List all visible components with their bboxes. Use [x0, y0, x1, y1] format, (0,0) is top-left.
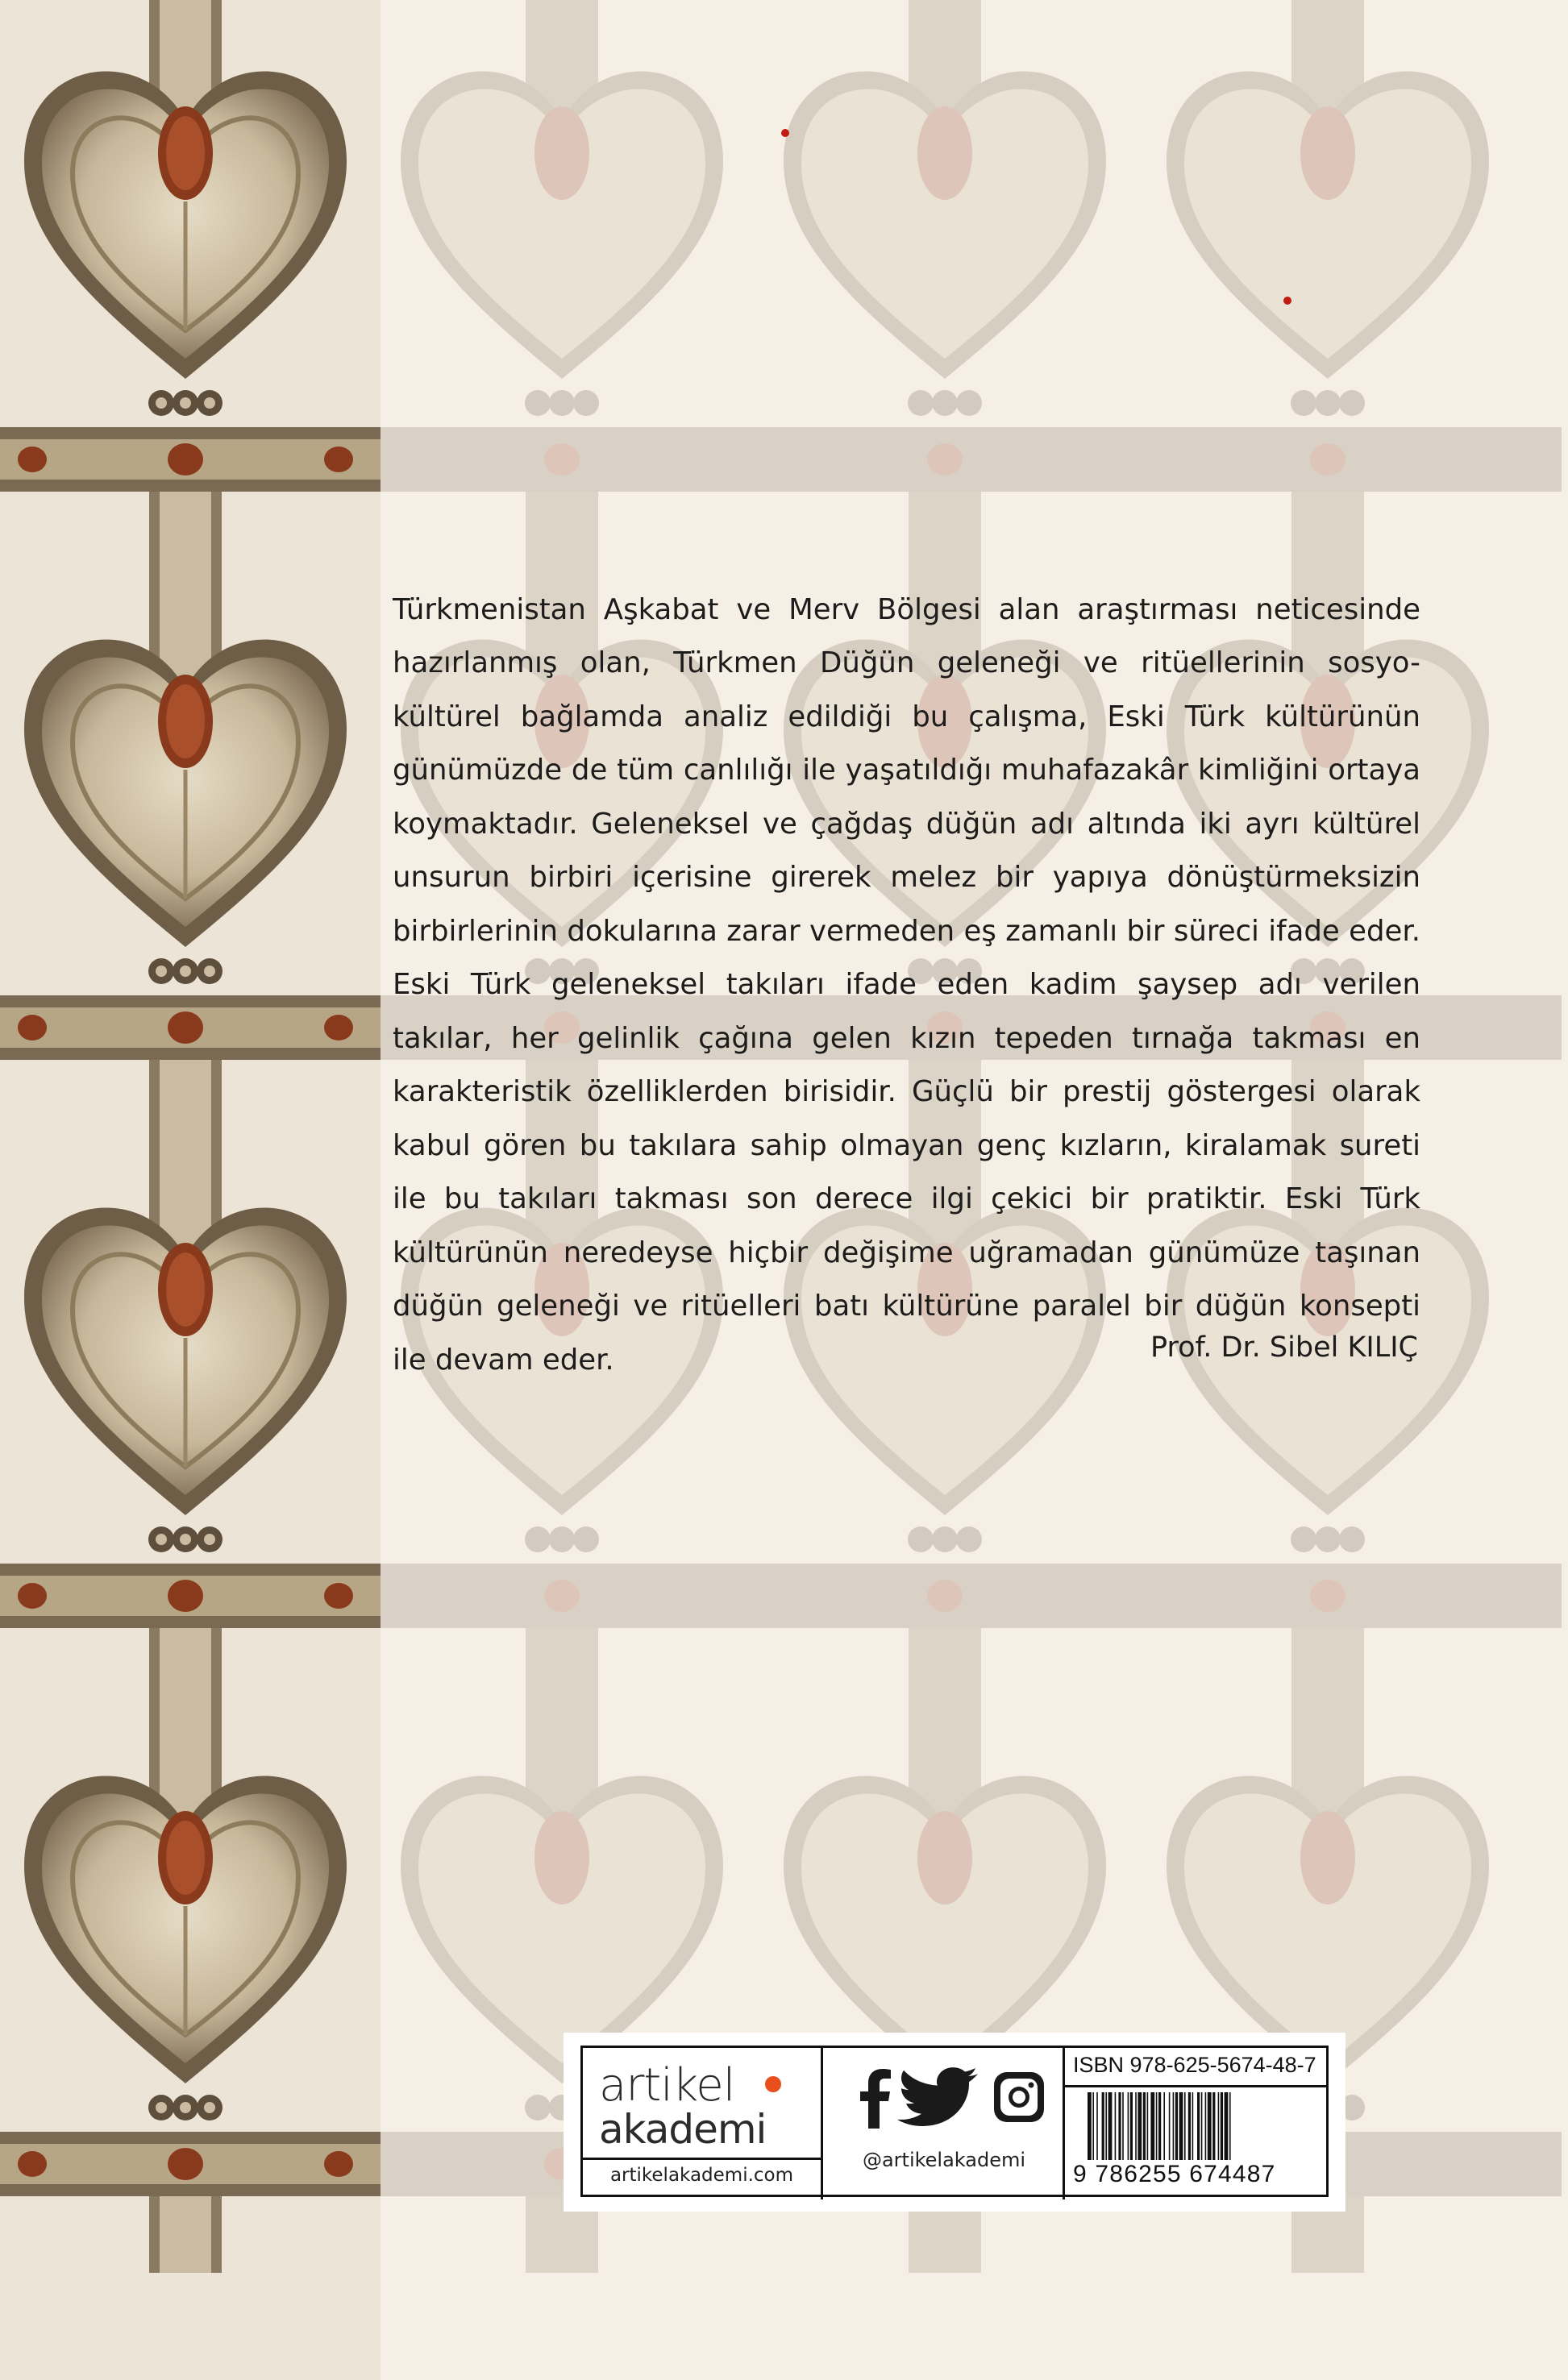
- barcode-bar: [1092, 2092, 1094, 2160]
- barcode-bar: [1184, 2092, 1186, 2160]
- publisher-logo-cell: [583, 2048, 823, 2199]
- barcode-bar: [1201, 2092, 1203, 2160]
- author-name: Prof. Dr. Sibel KILIÇ: [1150, 1331, 1418, 1364]
- barcode-bar: [1175, 2092, 1178, 2160]
- barcode-bar: [1102, 2092, 1104, 2160]
- isbn-divider: [1065, 2085, 1326, 2087]
- publisher-website[interactable]: artikelakademi.com: [609, 2165, 794, 2186]
- barcode-bar: [1138, 2092, 1142, 2160]
- barcode-bar: [1205, 2092, 1207, 2160]
- barcode-bar: [1088, 2092, 1092, 2160]
- barcode-bar: [1143, 2092, 1146, 2160]
- social-icons: [841, 2066, 1047, 2130]
- barcode-bar: [1115, 2092, 1117, 2160]
- isbn-label: ISBN 978-625-5674-48-7: [1073, 2053, 1316, 2077]
- publisher-info-box: [564, 2033, 1345, 2212]
- barcode-bar: [1208, 2092, 1212, 2160]
- info-box-frame: [580, 2046, 1329, 2197]
- logo-word-artikel: artikel: [599, 2059, 735, 2112]
- barcode-bar: [1150, 2092, 1154, 2160]
- barcode-bar: [1173, 2092, 1175, 2160]
- jewelry-pattern-image: [0, 0, 381, 2380]
- barcode-bar: [1225, 2092, 1229, 2160]
- barcode-bar: [1192, 2092, 1194, 2160]
- barcode-bar: [1169, 2092, 1171, 2160]
- cover-image-strip: [0, 0, 381, 2380]
- barcode-bar: [1163, 2092, 1165, 2160]
- decorative-red-dot: [1283, 297, 1291, 305]
- facebook-icon[interactable]: [860, 2069, 891, 2129]
- barcode-bar: [1122, 2092, 1124, 2160]
- barcode-bar: [1156, 2092, 1158, 2160]
- back-cover-blurb: Türkmenistan Aşkabat ve Merv Bölgesi alan araştırması neticesinde hazırlanmış olan, Türkmen Düğün geleneği ve ritüellerinin sosyo-kültürel bağlamda analiz edildiği bu çalışma, Eski Türk kültürünün günümüzde de tüm canlılığı ile yaşatıldığı muhafazakâr kimliğini ortaya koymaktadır. Geleneksel ve çağdaş düğün adı altında iki ayrı kültürel unsurun birbiri içerisine girerek melez bir yapıya dönüştürmeksizin birbirlerinin dokularına zarar vermeden eş zamanlı bir süreci ifade eder. Eski Türk geleneksel takıları ifade eden kadim şaysep adı verilen takılar, her gelinlik çağına gelen kızın tepeden tırnağa takması en karakteristik özelliklerden birisidir. Güçlü bir prestij göstergesi olarak kabul gören bu takılara sahip olmayan genç kızların, kiralamak sureti ile bu takıları takması son derece ilgi çekici bir pratiktir. Eski Türk kültürünün neredeyse hiçbir değişime uğramadan günümüze taşınan düğün geleneği ve ritüelleri batı kültürüne paralel bir düğün konsepti ile devam eder.: [393, 592, 1420, 1377]
- barcode-bar: [1218, 2092, 1220, 2160]
- social-handle[interactable]: @artikelakademi: [862, 2149, 1026, 2171]
- barcode-bar: [1147, 2092, 1149, 2160]
- isbn-cell: [1065, 2048, 1326, 2199]
- twitter-icon[interactable]: [897, 2067, 978, 2126]
- logo-accent-dot: [765, 2076, 781, 2092]
- barcode-digits: 9 786255 674487: [1073, 2161, 1276, 2187]
- barcode-bar: [1212, 2092, 1215, 2160]
- barcode-bar: [1105, 2092, 1107, 2160]
- instagram-icon[interactable]: [994, 2072, 1044, 2122]
- barcode-bar: [1128, 2092, 1129, 2160]
- barcode-bar: [1108, 2092, 1113, 2160]
- barcode-bar: [1221, 2092, 1223, 2160]
- barcode-bar: [1179, 2092, 1183, 2160]
- isbn-barcode: [1088, 2092, 1305, 2160]
- logo-word-akademi: akademi: [599, 2106, 767, 2153]
- barcode-bar: [1130, 2092, 1133, 2160]
- barcode-bar: [1118, 2092, 1121, 2160]
- barcode-bar: [1158, 2092, 1161, 2160]
- decorative-red-dot: [781, 129, 789, 137]
- logo-divider: [583, 2158, 821, 2160]
- barcode-bar: [1096, 2092, 1098, 2160]
- social-cell: [823, 2048, 1065, 2199]
- barcode-bar: [1135, 2092, 1137, 2160]
- barcode-bar: [1229, 2092, 1231, 2160]
- barcode-bar: [1188, 2092, 1191, 2160]
- barcode-bar: [1197, 2092, 1200, 2160]
